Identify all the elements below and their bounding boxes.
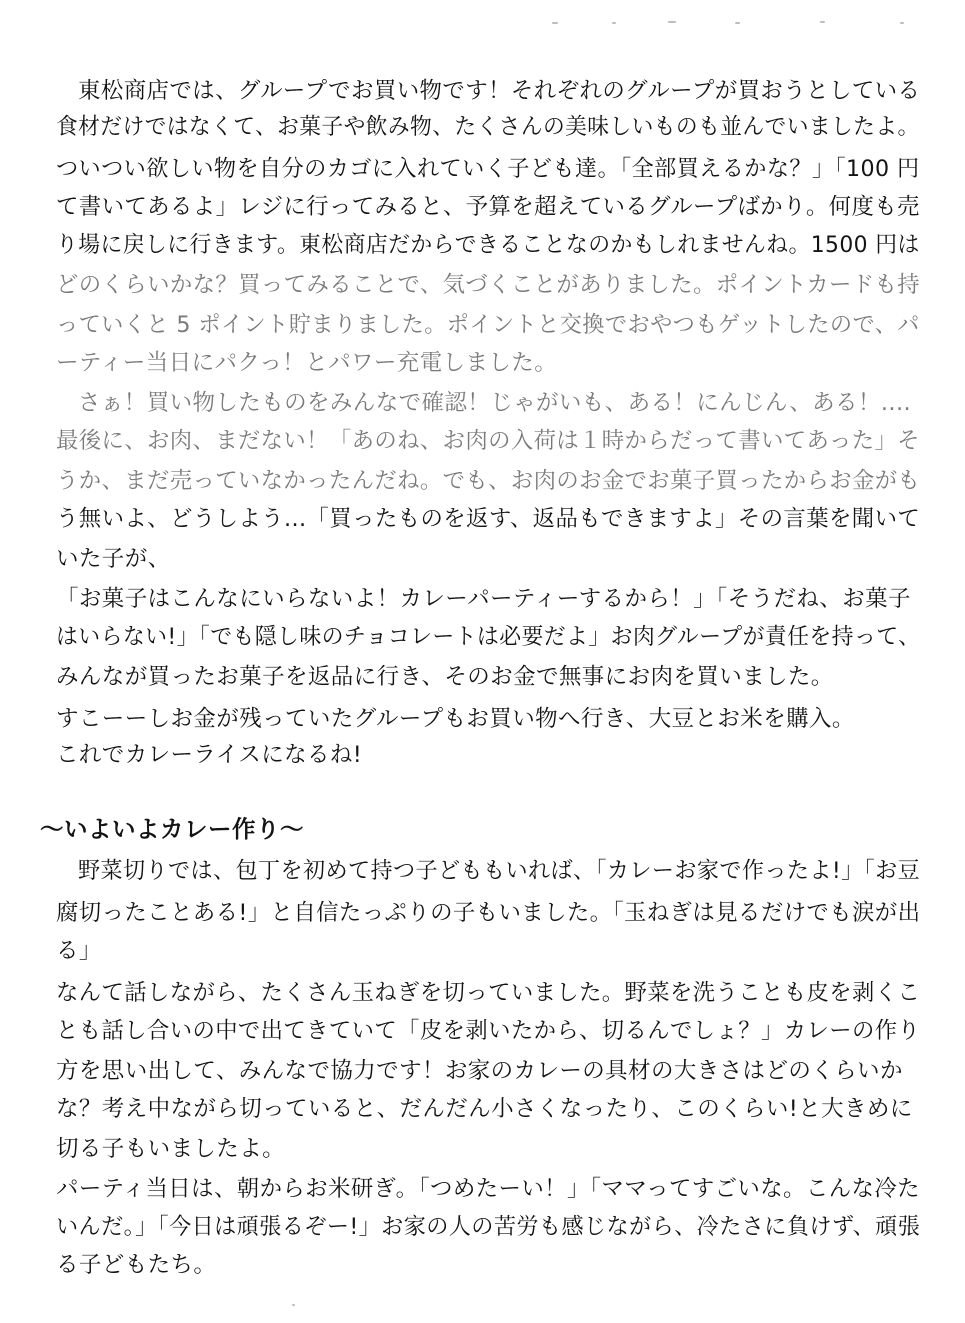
body-text-line: とも話し合いの中で出てきていて「皮を剥いたから、切るんでしょ？」カレーの作り — [56, 1018, 921, 1044]
body-text-line: う無いよ、どうしよう...「買ったものを返す、返品もできますよ」その言葉を聞いて — [56, 506, 921, 532]
body-text-line: 切る子もいましたよ。 — [56, 1136, 286, 1162]
body-text-line: ーティー当日にパクっ！とパワー充電しました。 — [56, 350, 558, 376]
body-text-line: な？考え中ながら切っていると、だんだん小さくなったり、このくらい!と大きめに — [56, 1096, 913, 1122]
body-text-line: はいらない!」「でも隠し味のチョコレートは必要だよ」お肉グループが責任を持って、 — [56, 624, 921, 650]
body-text-line: 食材だけではなくて、お菓子や飲み物、たくさんの美味しいものも並んでいましたよ。 — [56, 114, 920, 140]
body-text-line: て書いてあるよ」レジに行ってみると、予算を超えているグループばかり。何度も売 — [56, 194, 920, 220]
body-text-line: ついつい欲しい物を自分のカゴに入れていく子ども達。「全部買えるかな？」「100 円 — [56, 156, 920, 182]
body-text-line: どのくらいかな？買ってみることで、気づくことがありました。ポイントカードも持 — [56, 272, 921, 298]
body-text-line: これでカレーライスになるね! — [56, 742, 363, 768]
scan-speck — [292, 1304, 295, 1306]
body-text-line: いんだ。」「今日は頑張るぞー!」お家の人の苦労も感じながら、冷たさに負けず、頑張 — [56, 1214, 921, 1240]
scan-speck — [820, 21, 825, 23]
body-text-line: る子どもたち。 — [56, 1252, 217, 1278]
scan-speck — [668, 21, 676, 23]
body-text-line: うか、まだ売っていなかったんだね。でも、お肉のお金でお菓子買ったからお金がも — [56, 468, 921, 494]
body-text-line: いた子が、 — [56, 546, 171, 572]
body-text-line: なんて話しながら、たくさん玉ねぎを切っていました。野菜を洗うことも皮を剥くこ — [56, 980, 921, 1006]
scan-speck — [900, 22, 904, 24]
body-text-line: すこーーしお金が残っていたグループもお買い物へ行き、大豆とお米を購入。 — [56, 706, 855, 732]
body-text-line: さぁ！買い物したものをみんなで確認！じゃがいも、ある！にんじん、ある！.... — [78, 390, 912, 416]
body-text-line: 野菜切りでは、包丁を初めて持つ子どももいれば、「カレーお家で作ったよ!」「お豆 — [78, 858, 921, 884]
body-text-line: 腐切ったことある!」と自信たっぷりの子もいました。「玉ねぎは見るだけでも涙が出 — [56, 900, 921, 926]
body-text-line: っていくと 5 ポイント貯まりました。ポイントと交換でおやつもゲットしたので、パ — [56, 312, 920, 338]
scan-speck — [612, 22, 616, 24]
body-text-line: パーティ当日は、朝からお米研ぎ。「つめたーい！」「ママってすごいな。こんな冷た — [56, 1176, 920, 1202]
body-text-line: 方を思い出して、みんなで協力です！お家のカレーの具材の大きさはどのくらいか — [56, 1058, 903, 1084]
body-text-line: 東松商店では、グループでお買い物です！それぞれのグループが買おうとしている — [78, 78, 921, 104]
body-text-line: 「お菓子はこんなにいらないよ！カレーパーティーするから！」「そうだね、お菓子 — [56, 586, 911, 612]
scan-speck — [735, 22, 740, 24]
body-text-line: みんなが買ったお菓子を返品に行き、そのお金で無事にお肉を買いました。 — [56, 664, 834, 690]
body-text-line: る」 — [56, 938, 102, 964]
scan-speck — [552, 22, 558, 24]
body-text-line: り場に戻しに行きます。東松商店だからできることなのかもしれませんね。1500 円は — [56, 232, 920, 258]
body-text-line: 最後に、お肉、まだない！「あのね、お肉の入荷は１時からだって書いてあった」そ — [56, 428, 920, 454]
section-heading: ～いよいよカレー作り～ — [40, 815, 304, 843]
